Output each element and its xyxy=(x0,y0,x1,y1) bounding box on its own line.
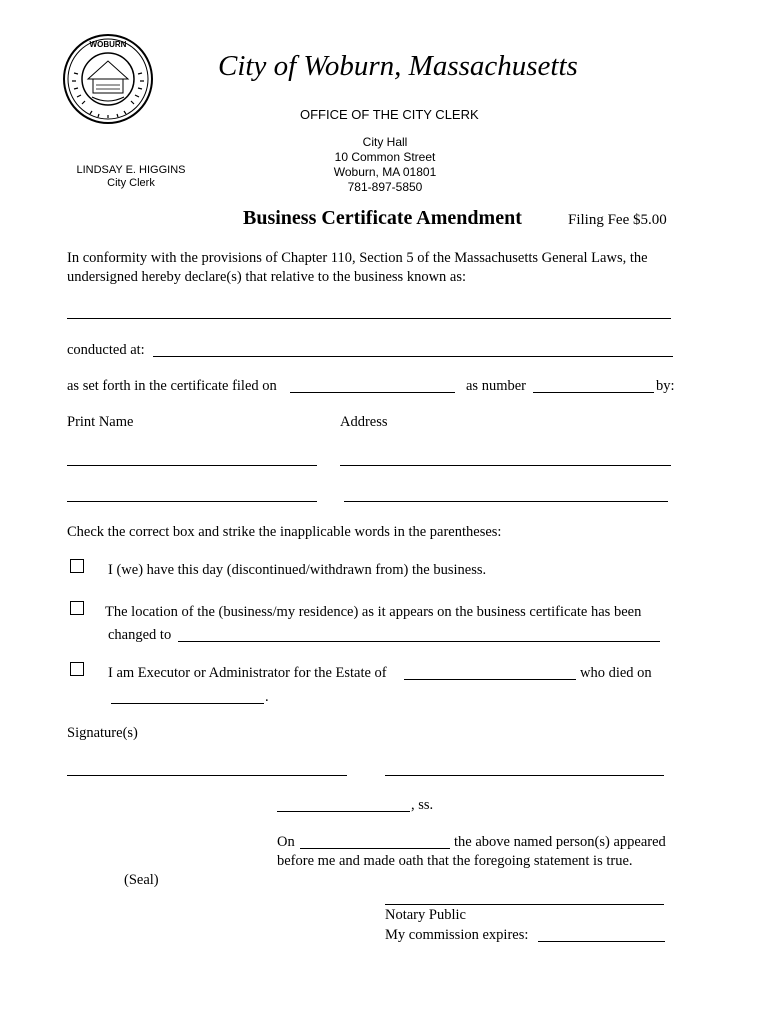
print-name-field-2[interactable] xyxy=(67,501,317,502)
intro-line-2: undersigned hereby declare(s) that relative to the business known as: xyxy=(67,269,467,285)
notary-date-field[interactable] xyxy=(300,848,450,849)
city-seal-logo xyxy=(62,33,154,125)
form-heading: Business Certificate Amendment xyxy=(243,207,522,229)
conducted-at-label: conducted at: xyxy=(67,342,145,358)
address-field-2[interactable] xyxy=(344,501,668,502)
check-instructions: Check the correct box and strike the inapplicable words in the parentheses: xyxy=(67,524,502,540)
discontinued-checkbox[interactable] xyxy=(70,559,84,573)
address-line-2: 10 Common Street xyxy=(334,150,436,164)
option-3-text-line-1b: who died on xyxy=(580,665,652,681)
date-of-death-field[interactable] xyxy=(111,703,264,704)
seal-label: (Seal) xyxy=(124,872,159,888)
clerk-title: City Clerk xyxy=(107,177,155,189)
option-2-text-line-2: changed to xyxy=(108,627,172,643)
option-1-text: I (we) have this day (discontinued/withdrawn from) the business. xyxy=(108,562,487,578)
address-field-1[interactable] xyxy=(340,465,671,466)
signatures-label: Signature(s) xyxy=(67,725,138,741)
conducted-at-field[interactable] xyxy=(153,356,673,357)
location-changed-checkbox[interactable] xyxy=(70,601,84,615)
appeared-text: the above named person(s) appeared xyxy=(454,834,666,850)
address-line-4: 781-897-5850 xyxy=(347,180,423,194)
option-2-text-line-1: The location of the (business/my residence) as it appears on the business certificate has been xyxy=(105,604,642,620)
seal-text: WOBURN xyxy=(89,40,127,49)
option-3-period: . xyxy=(265,689,269,705)
on-label: On xyxy=(277,834,295,850)
oath-text: before me and made oath that the foregoing statement is true. xyxy=(277,853,633,869)
address-label: Address xyxy=(340,414,388,430)
print-name-field-1[interactable] xyxy=(67,465,317,466)
changed-to-field[interactable] xyxy=(178,641,660,642)
commission-label: My commission expires: xyxy=(385,927,529,943)
print-name-label: Print Name xyxy=(67,414,134,430)
signature-field-1[interactable] xyxy=(67,775,347,776)
office-name: OFFICE OF THE CITY CLERK xyxy=(300,107,479,122)
estate-name-field[interactable] xyxy=(404,679,576,680)
option-3-text-line-1a: I am Executor or Administrator for the Estate of xyxy=(108,665,387,681)
set-forth-label: as set forth in the certificate filed on xyxy=(67,378,277,394)
clerk-name: LINDSAY E. HIGGINS xyxy=(76,164,186,176)
as-number-label: as number xyxy=(466,378,526,394)
by-label: by: xyxy=(656,378,675,394)
page-title: City of Woburn, Massachusetts xyxy=(218,50,578,82)
business-name-field[interactable] xyxy=(67,318,671,319)
commission-expires-field[interactable] xyxy=(538,941,665,942)
notary-signature-field[interactable] xyxy=(385,904,664,905)
address-line-3: Woburn, MA 01801 xyxy=(333,165,437,179)
notary-public-label: Notary Public xyxy=(385,907,466,923)
executor-checkbox[interactable] xyxy=(70,662,84,676)
filing-fee: Filing Fee $5.00 xyxy=(568,212,667,228)
number-field[interactable] xyxy=(533,392,654,393)
county-field[interactable] xyxy=(277,811,410,812)
address-line-1: City Hall xyxy=(362,135,408,149)
ss-label: , ss. xyxy=(411,797,434,813)
filed-on-field[interactable] xyxy=(290,392,455,393)
signature-field-2[interactable] xyxy=(385,775,664,776)
intro-line-1: In conformity with the provisions of Chapter 110, Section 5 of the Massachusetts General Laws, the xyxy=(67,250,648,266)
